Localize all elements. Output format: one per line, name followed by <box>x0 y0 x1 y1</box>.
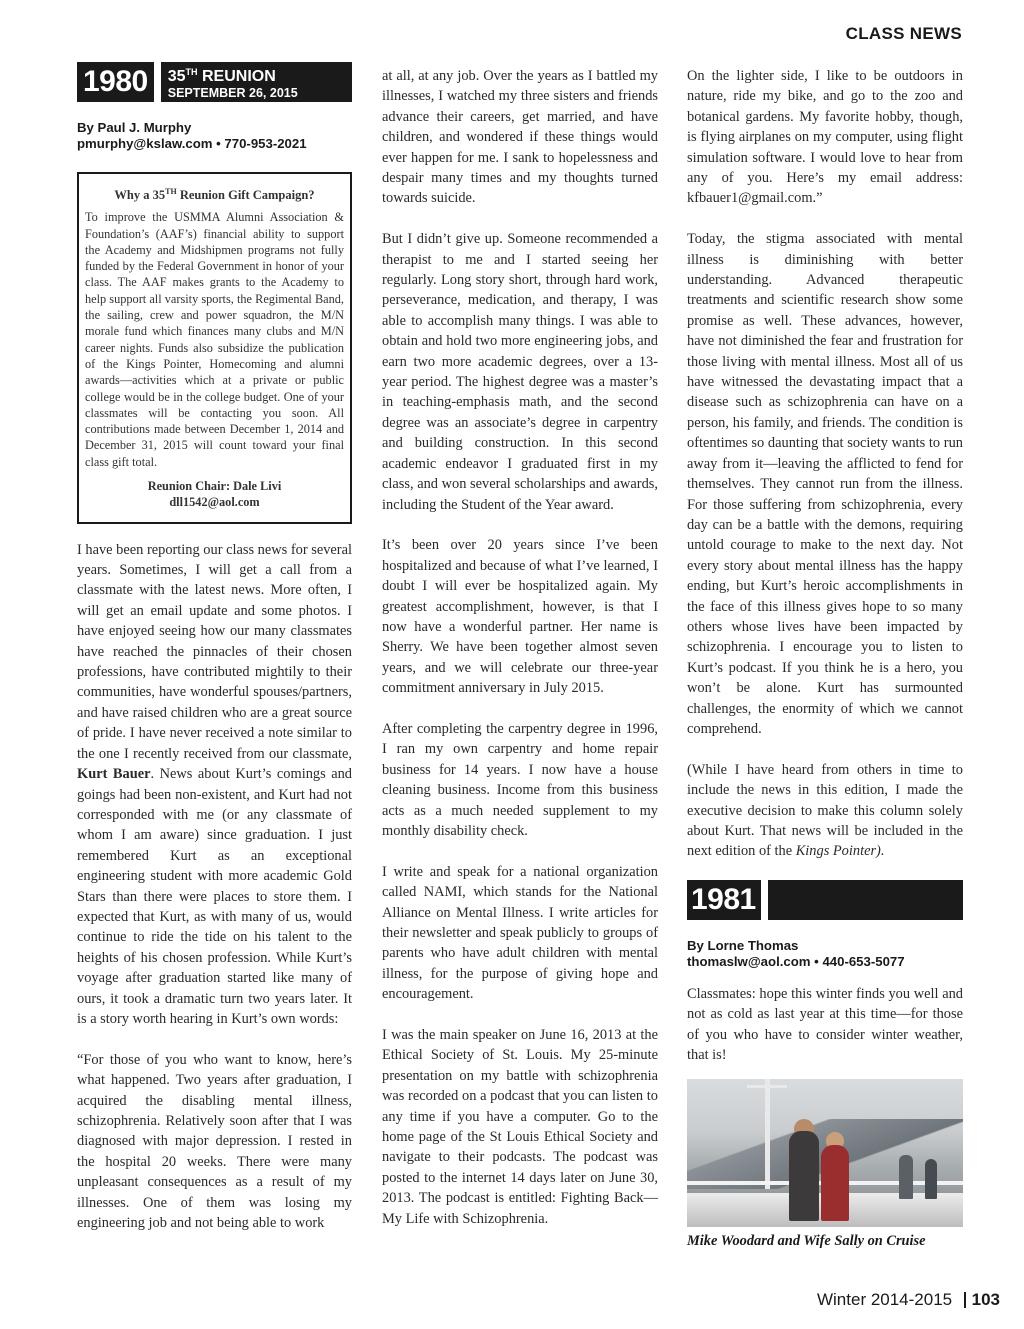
reunion-chair: Reunion Chair: Dale Livi <box>147 479 282 494</box>
class-year-1980: 1980 <box>77 62 154 102</box>
reunion-ordinal-suffix: TH <box>185 67 198 77</box>
article-paragraph: I have been reporting our class news for several years. Sometimes, I will get a call from a classmate with the latest news. More often, I will get an email update and some photos. I have enjoyed seeing how our many classmates have reached the pinnacles of their chosen professions, have contributed mightily to their communities, have wonderful spouses/partners, and have raised children who are a great source of pride. I have never received a note similar to the one I recently received from our classmate, Kurt Bauer. News about Kurt’s comings and goings had been non-existent, and Kurt had not corresponded with me (or any classmate of whom I am aware) since graduation. I just remembered Kurt as an exceptional engineering student with more academic Gold Stars than there were places to store them. I expected that Kurt, as with many of us, would continue to ride the tide on his talent to the heights of his chosen profession. While Kurt’s voyage after graduation started like many of ours, it took a dramatic turn two years later. It is a story worth hearing in Kurt’s own words: <box>77 541 352 1027</box>
byline-contact: pmurphy@kslaw.com • 770-953-2021 <box>77 136 307 151</box>
class-year-1981: 1981 <box>687 880 761 920</box>
reunion-date: SEPTEMBER 26, 2015 <box>167 86 298 100</box>
reunion-banner <box>161 62 352 102</box>
gift-campaign-callout <box>77 172 352 524</box>
reunion-ordinal: 35 <box>167 68 186 85</box>
article-paragraph: Classmates: hope this winter finds you well and not as cold as last year at this time—for those of you who have to consider winter weather, that is! <box>687 985 963 1064</box>
column-3 <box>687 66 963 1251</box>
section-header: CLASS NEWS <box>845 24 962 43</box>
article-paragraph: “For those of you who want to know, here’s what happened. Two years after graduation, I acquired the disabling mental illness, schizophrenia. Relatively soon after that I was diagnosed with major depression. I rested in the hospital 20 weeks. There were many unpleasant consequences as a result of my illnesses. One of them was losing my engineering job and not being able to work <box>77 1051 352 1232</box>
footer-divider <box>964 1292 966 1308</box>
article-paragraph: It’s been over 20 years since I’ve been hospitalized and because of what I’ve learned, I doubt I will ever be hospitalized again. My greatest accomplishment, however, is that I now have a wonderful partner. Her name is Sherry. We have been together almost seven years, and we will celebrate our three-year commitment anniversary in July 2015. <box>382 537 658 697</box>
byline-name: By Lorne Thomas <box>687 937 799 953</box>
publication-title: Kings Pointer). <box>795 843 885 860</box>
photo-caption: Mike Woodard and Wife Sally on Cruise <box>687 1233 926 1250</box>
article-paragraph: I was the main speaker on June 16, 2013 at the Ethical Society of St. Louis. My 25-minute presentation on my battle with schizophrenia was recorded on a podcast that you can listen to any time if you have a computer. Go to the home page of the St Louis Ethical Society and navigate to their podcasts. The podcast was posted to the internet 14 days later on June 30, 2013. The podcast is entitled: Fighting Back—My Life with Schizophrenia. <box>382 1027 658 1227</box>
page-number: 103 <box>971 1290 1000 1309</box>
reunion-word: REUNION <box>197 68 276 85</box>
byline-1980 <box>77 120 352 152</box>
byline-contact: thomaslw@aol.com • 440-653-5077 <box>687 953 905 969</box>
article-paragraph: After completing the carpentry degree in 1996, I ran my own carpentry and home repair business for 14 years. I now have a house cleaning business. Income from this business acts as a much needed supplement to my monthly disability check. <box>382 720 658 839</box>
callout-title: Why a 35TH Reunion Gift Campaign? <box>114 187 315 202</box>
class-1981-banner <box>687 880 963 920</box>
column-1 <box>77 62 352 1233</box>
classmate-name: Kurt Bauer <box>77 766 151 783</box>
page-footer <box>817 1290 1000 1310</box>
cruise-photo <box>687 1079 963 1227</box>
issue-season: Winter 2014-2015 <box>816 1290 953 1309</box>
reunion-chair-email[interactable]: dll1542@aol.com <box>169 495 260 510</box>
class-1980-banner <box>77 62 352 102</box>
column-2 <box>382 66 658 1229</box>
class-1981-bar <box>768 880 963 920</box>
article-paragraph: Today, the stigma associated with mental illness is diminishing with better understanding. Advanced therapeutic treatments and scientific research show some promise as well. These advances, however, have not diminished the fear and frustration for those living with mental illness. Most all of us have witnessed the devastating impact that a disease such as schizophrenia can have on a person, his family, and friends. The condition is oftentimes so daunting that society wants to run away from it—leaving the afflicted to fend for themselves. They cannot run from the illness. For those suffering from schizophrenia, every day can be a battle with the demons, requiring untold courage to make to the next day. Not every story about mental illness has the happy ending, but Kurt’s heroic accomplishments in the face of this illness gives hope to so many others whose lives have been impacted by schizophrenia. I encourage you to listen to Kurt’s podcast. If you think he is a hero, you won’t be alone. Kurt has surmounted challenges, the enormity of which we cannot comprehend. <box>687 231 963 737</box>
article-paragraph: On the lighter side, I like to be outdoors in nature, ride my bike, and go to the zoo and botanical gardens. My favorite hobby, though, is flying airplanes on my computer, using flight simulation software. I would love to hear from any of you. Here’s my email address: kfbauer1@gmail.com.” <box>687 68 963 207</box>
article-paragraph: at all, at any job. Over the years as I battled my illnesses, I watched my three sisters and friends advance their careers, get married, and have children, and wondered if these things would ever happen for me. I sank to hopelessness and despair many times and my thoughts turned towards suicide. <box>382 68 658 207</box>
byline-1981 <box>687 938 963 970</box>
article-paragraph: But I didn’t give up. Someone recommended a therapist to me and I started seeing her regularly. Long story short, through hard work, perseverance, medication, and therapy, I was able to accomplish many things. I was able to obtain and hold two more engineering jobs, and earn two more academic degrees, over a 13-year period. The highest degree was a master’s in teaching-emphasis math, and the second degree was an associate’s degree in carpentry and building construction. In this second academic endeavor I graduated first in my class, and won several scholarships and awards, including the Student of the Year award. <box>382 231 658 513</box>
byline-name: By Paul J. Murphy <box>77 120 192 135</box>
article-paragraph: (While I have heard from others in time to include the news in this edition, I made the executive decision to make this column solely about Kurt. That news will be included in the next edition of the Kings Pointer). <box>687 761 963 860</box>
callout-body: To improve the USMMA Alumni Association & Foundation’s (AAF’s) financial ability to support the Academy and Midshipmen programs not fully funded by the Federal Government in honor of your class. The AAF makes grants to the Academy to help support all varsity sports, the Regimental Band, the sailing, crew and power squadron, the M/N morale fund which finances many clubs and M/N career nights. Funds also subsidize the publication of the Kings Pointer, Homecoming and alumni awards—activities which at a private or public college would be in the college budget. One of your classmates will be contacting you soon. All contributions made between December 1, 2014 and December 31, 2015 will count toward your final class gift total. <box>85 210 344 469</box>
article-paragraph: I write and speak for a national organization called NAMI, which stands for the National Alliance on Mental Illness. I write articles for their newsletter and speak publicly to groups of parents who have adult children with mental illness, for the purpose of giving hope and encouragement. <box>382 863 658 1003</box>
